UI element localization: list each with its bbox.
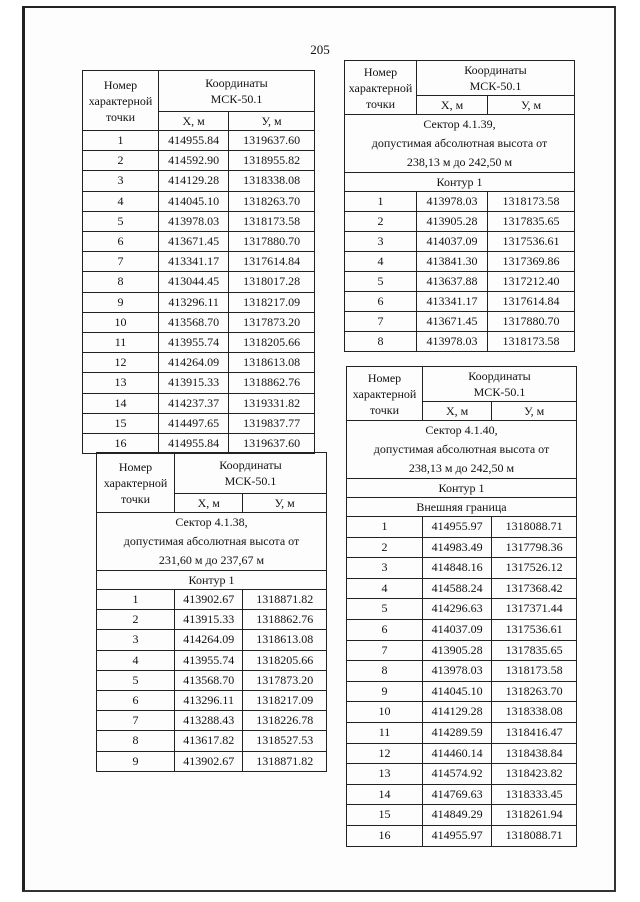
y-header: У, м bbox=[243, 494, 327, 513]
point-number: 2 bbox=[347, 537, 423, 558]
x-coordinate: 414045.10 bbox=[159, 191, 229, 211]
x-coordinate: 413841.30 bbox=[417, 252, 488, 272]
point-header-line: Номер bbox=[118, 459, 153, 474]
table-row bbox=[345, 332, 575, 352]
x-coordinate: 413296.11 bbox=[175, 691, 243, 711]
y-coordinate: 1318088.71 bbox=[492, 825, 577, 846]
x-coordinate: 413671.45 bbox=[417, 312, 488, 332]
table-row bbox=[83, 151, 315, 171]
x-coordinate: 414955.84 bbox=[159, 131, 229, 151]
sector-line: 238,13 м до 242,50 м bbox=[406, 155, 513, 169]
table-row bbox=[347, 517, 577, 538]
point-number: 11 bbox=[83, 333, 159, 353]
point-header-line: характерной bbox=[88, 93, 153, 108]
sector-line: допустимая абсолютная высота от bbox=[123, 534, 300, 548]
x-coordinate: 414289.59 bbox=[423, 722, 492, 743]
contour-row bbox=[345, 173, 575, 192]
point-number: 15 bbox=[83, 413, 159, 433]
y-coordinate: 1317536.61 bbox=[492, 619, 577, 640]
y-coordinate: 1319637.60 bbox=[229, 434, 315, 454]
x-coordinate: 413568.70 bbox=[159, 312, 229, 332]
coordinates-table-sector-4-1-40 bbox=[346, 366, 577, 847]
table-row bbox=[83, 434, 315, 454]
point-number: 2 bbox=[345, 212, 417, 232]
point-number: 4 bbox=[97, 650, 175, 670]
point-number: 3 bbox=[345, 232, 417, 252]
sector-line: допустимая абсолютная высота от bbox=[371, 136, 548, 150]
table-row bbox=[83, 353, 315, 373]
point-header-line: Номер bbox=[363, 64, 398, 79]
point-number: 3 bbox=[97, 630, 175, 650]
point-number: 7 bbox=[345, 312, 417, 332]
x-coordinate: 414769.63 bbox=[423, 784, 492, 805]
contour-label: Контур 1 bbox=[97, 571, 327, 590]
point-header-line: Номер bbox=[103, 77, 138, 92]
table-row bbox=[345, 272, 575, 292]
y-coordinate: 1317614.84 bbox=[229, 252, 315, 272]
point-header-line: характерной bbox=[352, 386, 417, 401]
header-row bbox=[347, 367, 577, 402]
table-row bbox=[347, 805, 577, 826]
coordinates-header bbox=[423, 367, 577, 402]
point-number: 4 bbox=[83, 191, 159, 211]
sector-line: допустимая абсолютная высота от bbox=[373, 442, 550, 456]
x-coordinate: 414129.28 bbox=[423, 702, 492, 723]
y-coordinate: 1318226.78 bbox=[243, 711, 327, 731]
y-coordinate: 1317371.44 bbox=[492, 599, 577, 620]
point-number: 15 bbox=[347, 805, 423, 826]
y-coordinate: 1317614.84 bbox=[488, 292, 575, 312]
y-coordinate: 1317873.20 bbox=[243, 670, 327, 690]
point-number: 4 bbox=[347, 578, 423, 599]
table-row bbox=[83, 131, 315, 151]
y-coordinate: 1317369.86 bbox=[488, 252, 575, 272]
x-coordinate: 413905.28 bbox=[417, 212, 488, 232]
coordinates-table-sector-4-1-39 bbox=[344, 60, 575, 352]
y-header: У, м bbox=[229, 112, 315, 131]
coordinate-system: МСК-50.1 bbox=[473, 385, 526, 399]
point-number: 14 bbox=[83, 393, 159, 413]
table-row bbox=[347, 599, 577, 620]
point-number: 3 bbox=[83, 171, 159, 191]
table-row bbox=[347, 661, 577, 682]
table-row bbox=[97, 691, 327, 711]
table-row bbox=[83, 211, 315, 231]
x-coordinate: 414460.14 bbox=[423, 743, 492, 764]
contour-label: Контур 1 bbox=[345, 173, 575, 192]
x-coordinate: 413637.88 bbox=[417, 272, 488, 292]
y-coordinate: 1318438.84 bbox=[492, 743, 577, 764]
point-number: 13 bbox=[347, 764, 423, 785]
y-coordinate: 1318263.70 bbox=[492, 681, 577, 702]
y-coordinate: 1318333.45 bbox=[492, 784, 577, 805]
coordinates-header bbox=[175, 453, 327, 494]
x-coordinate: 413671.45 bbox=[159, 232, 229, 252]
table-row bbox=[347, 825, 577, 846]
y-coordinate: 1318217.09 bbox=[243, 691, 327, 711]
y-coordinate: 1318173.58 bbox=[488, 332, 575, 352]
table-row bbox=[83, 292, 315, 312]
table-row bbox=[347, 578, 577, 599]
page-number: 205 bbox=[310, 42, 330, 57]
point-number: 12 bbox=[83, 353, 159, 373]
y-coordinate: 1317368.42 bbox=[492, 578, 577, 599]
x-coordinate: 413902.67 bbox=[175, 590, 243, 610]
table-row bbox=[347, 619, 577, 640]
table-row bbox=[347, 640, 577, 661]
point-number-header bbox=[347, 367, 423, 421]
table-row bbox=[97, 610, 327, 630]
x-coordinate: 413341.17 bbox=[159, 252, 229, 272]
sector-description bbox=[97, 513, 327, 571]
point-number: 7 bbox=[97, 711, 175, 731]
table-row bbox=[345, 212, 575, 232]
x-coordinate: 413341.17 bbox=[417, 292, 488, 312]
contour-label: Контур 1 bbox=[347, 479, 577, 498]
sector-line: 238,13 м до 242,50 м bbox=[408, 461, 515, 475]
y-coordinate: 1318261.94 bbox=[492, 805, 577, 826]
sector-line: Сектор 4.1.38, bbox=[175, 515, 248, 529]
y-coordinate: 1319837.77 bbox=[229, 413, 315, 433]
y-coordinate: 1318527.53 bbox=[243, 731, 327, 751]
point-number: 2 bbox=[83, 151, 159, 171]
coordinates-table-main bbox=[82, 70, 315, 454]
point-header-line: точки bbox=[365, 96, 396, 111]
x-coordinate: 413978.03 bbox=[417, 192, 488, 212]
table-row bbox=[345, 232, 575, 252]
x-coordinate: 413955.74 bbox=[175, 650, 243, 670]
x-coordinate: 413902.67 bbox=[175, 751, 243, 771]
sector-row bbox=[347, 421, 577, 479]
point-number: 10 bbox=[347, 702, 423, 723]
y-coordinate: 1317536.61 bbox=[488, 232, 575, 252]
y-coordinate: 1319637.60 bbox=[229, 131, 315, 151]
y-coordinate: 1318862.76 bbox=[229, 373, 315, 393]
point-header-line: характерной bbox=[348, 80, 413, 95]
x-coordinate: 414037.09 bbox=[417, 232, 488, 252]
y-coordinate: 1318613.08 bbox=[229, 353, 315, 373]
table-row bbox=[83, 312, 315, 332]
table-row bbox=[83, 272, 315, 292]
coordinates-label: Координаты bbox=[468, 369, 531, 383]
point-header-line: Номер bbox=[367, 370, 402, 385]
x-coordinate: 413296.11 bbox=[159, 292, 229, 312]
coordinates-label: Координаты bbox=[205, 76, 268, 90]
y-coordinate: 1318423.82 bbox=[492, 764, 577, 785]
contour-row bbox=[347, 479, 577, 498]
x-coordinate: 413044.45 bbox=[159, 272, 229, 292]
x-coordinate: 413288.43 bbox=[175, 711, 243, 731]
point-number: 6 bbox=[345, 292, 417, 312]
point-number: 8 bbox=[345, 332, 417, 352]
x-coordinate: 413905.28 bbox=[423, 640, 492, 661]
sector-line: 231,60 м до 237,67 м bbox=[158, 553, 265, 567]
y-coordinate: 1318088.71 bbox=[492, 517, 577, 538]
coordinates-label: Координаты bbox=[464, 63, 527, 77]
x-coordinate: 414296.63 bbox=[423, 599, 492, 620]
coordinates-label: Координаты bbox=[219, 458, 282, 472]
x-coordinate: 413617.82 bbox=[175, 731, 243, 751]
point-number: 7 bbox=[83, 252, 159, 272]
y-coordinate: 1317212.40 bbox=[488, 272, 575, 292]
coordinate-system: МСК-50.1 bbox=[210, 92, 263, 106]
x-coordinate: 414037.09 bbox=[423, 619, 492, 640]
point-number: 8 bbox=[347, 661, 423, 682]
x-coordinate: 414849.29 bbox=[423, 805, 492, 826]
point-number: 8 bbox=[97, 731, 175, 751]
y-coordinate: 1318338.08 bbox=[492, 702, 577, 723]
point-number: 8 bbox=[83, 272, 159, 292]
point-number: 5 bbox=[97, 670, 175, 690]
x-coordinate: 414955.97 bbox=[423, 825, 492, 846]
point-number: 2 bbox=[97, 610, 175, 630]
y-coordinate: 1318205.66 bbox=[229, 333, 315, 353]
table-row bbox=[347, 558, 577, 579]
table-row bbox=[83, 171, 315, 191]
point-number-header bbox=[345, 61, 417, 115]
table-row bbox=[345, 312, 575, 332]
point-number: 14 bbox=[347, 784, 423, 805]
sector-row bbox=[97, 513, 327, 571]
sector-description bbox=[345, 115, 575, 173]
coordinates-header bbox=[159, 71, 315, 112]
table-row bbox=[347, 537, 577, 558]
point-number: 12 bbox=[347, 743, 423, 764]
point-number: 9 bbox=[97, 751, 175, 771]
table-row bbox=[97, 711, 327, 731]
y-coordinate: 1318338.08 bbox=[229, 171, 315, 191]
table-row bbox=[83, 373, 315, 393]
x-coordinate: 414264.09 bbox=[159, 353, 229, 373]
y-header: У, м bbox=[488, 96, 575, 115]
y-coordinate: 1317835.65 bbox=[492, 640, 577, 661]
y-coordinate: 1318017.28 bbox=[229, 272, 315, 292]
x-coordinate: 414129.28 bbox=[159, 171, 229, 191]
x-coordinate: 413955.74 bbox=[159, 333, 229, 353]
y-coordinate: 1318862.76 bbox=[243, 610, 327, 630]
y-coordinate: 1318173.58 bbox=[488, 192, 575, 212]
table-row bbox=[97, 670, 327, 690]
header-row bbox=[97, 453, 327, 494]
x-header: X, м bbox=[423, 402, 492, 421]
sector-description bbox=[347, 421, 577, 479]
y-coordinate: 1318871.82 bbox=[243, 590, 327, 610]
point-number: 5 bbox=[83, 211, 159, 231]
boundary-label: Внешняя граница bbox=[347, 498, 577, 517]
header-row bbox=[345, 61, 575, 96]
table-row bbox=[345, 292, 575, 312]
coordinate-system: МСК-50.1 bbox=[469, 79, 522, 93]
sector-line: Сектор 4.1.40, bbox=[425, 423, 498, 437]
y-coordinate: 1318217.09 bbox=[229, 292, 315, 312]
sector-line: Сектор 4.1.39, bbox=[423, 117, 496, 131]
y-coordinate: 1317835.65 bbox=[488, 212, 575, 232]
point-number: 1 bbox=[83, 131, 159, 151]
y-header: У, м bbox=[492, 402, 577, 421]
point-number: 13 bbox=[83, 373, 159, 393]
table-row bbox=[97, 630, 327, 650]
table-row bbox=[97, 590, 327, 610]
coordinates-table-sector-4-1-38 bbox=[96, 452, 327, 772]
point-number-header bbox=[97, 453, 175, 513]
y-coordinate: 1318263.70 bbox=[229, 191, 315, 211]
point-number: 5 bbox=[345, 272, 417, 292]
x-coordinate: 414592.90 bbox=[159, 151, 229, 171]
x-coordinate: 414497.65 bbox=[159, 413, 229, 433]
contour-row bbox=[97, 571, 327, 590]
table-row bbox=[83, 393, 315, 413]
point-number: 5 bbox=[347, 599, 423, 620]
x-coordinate: 413568.70 bbox=[175, 670, 243, 690]
point-number: 4 bbox=[345, 252, 417, 272]
y-coordinate: 1318205.66 bbox=[243, 650, 327, 670]
x-header: X, м bbox=[159, 112, 229, 131]
y-coordinate: 1317526.12 bbox=[492, 558, 577, 579]
point-number: 6 bbox=[347, 619, 423, 640]
point-header-line: характерной bbox=[103, 475, 168, 490]
point-number: 6 bbox=[97, 691, 175, 711]
table-row bbox=[347, 764, 577, 785]
point-header-line: точки bbox=[369, 402, 400, 417]
point-number: 6 bbox=[83, 232, 159, 252]
x-coordinate: 413978.03 bbox=[423, 661, 492, 682]
point-number: 1 bbox=[347, 517, 423, 538]
y-coordinate: 1318173.58 bbox=[492, 661, 577, 682]
table-row bbox=[347, 784, 577, 805]
point-number: 9 bbox=[347, 681, 423, 702]
x-header: X, м bbox=[175, 494, 243, 513]
header-row bbox=[83, 71, 315, 112]
x-coordinate: 414045.10 bbox=[423, 681, 492, 702]
point-header-line: точки bbox=[105, 109, 136, 124]
table-row bbox=[345, 252, 575, 272]
coordinates-header bbox=[417, 61, 575, 96]
point-number: 3 bbox=[347, 558, 423, 579]
table-row bbox=[347, 702, 577, 723]
point-number: 7 bbox=[347, 640, 423, 661]
y-coordinate: 1317880.70 bbox=[488, 312, 575, 332]
x-coordinate: 414574.92 bbox=[423, 764, 492, 785]
boundary-row bbox=[347, 498, 577, 517]
table-row bbox=[345, 192, 575, 212]
x-coordinate: 414983.49 bbox=[423, 537, 492, 558]
table-row bbox=[83, 333, 315, 353]
x-coordinate: 413978.03 bbox=[159, 211, 229, 231]
table-row bbox=[97, 751, 327, 771]
sector-row bbox=[345, 115, 575, 173]
point-number: 1 bbox=[97, 590, 175, 610]
y-coordinate: 1318955.82 bbox=[229, 151, 315, 171]
y-coordinate: 1317873.20 bbox=[229, 312, 315, 332]
x-coordinate: 414264.09 bbox=[175, 630, 243, 650]
x-coordinate: 414955.84 bbox=[159, 434, 229, 454]
table-row bbox=[83, 252, 315, 272]
y-coordinate: 1317880.70 bbox=[229, 232, 315, 252]
point-number: 11 bbox=[347, 722, 423, 743]
point-number: 16 bbox=[347, 825, 423, 846]
y-coordinate: 1317798.36 bbox=[492, 537, 577, 558]
y-coordinate: 1318871.82 bbox=[243, 751, 327, 771]
point-header-line: точки bbox=[120, 491, 151, 506]
table-row bbox=[83, 232, 315, 252]
x-coordinate: 414848.16 bbox=[423, 558, 492, 579]
table-row bbox=[347, 743, 577, 764]
x-coordinate: 413978.03 bbox=[417, 332, 488, 352]
x-header: X, м bbox=[417, 96, 488, 115]
x-coordinate: 414588.24 bbox=[423, 578, 492, 599]
table-row bbox=[347, 681, 577, 702]
x-coordinate: 413915.33 bbox=[159, 373, 229, 393]
table-row bbox=[83, 191, 315, 211]
point-number: 9 bbox=[83, 292, 159, 312]
table-row bbox=[347, 722, 577, 743]
y-coordinate: 1318613.08 bbox=[243, 630, 327, 650]
y-coordinate: 1318416.47 bbox=[492, 722, 577, 743]
coordinate-system: МСК-50.1 bbox=[224, 474, 277, 488]
point-number: 16 bbox=[83, 434, 159, 454]
table-row bbox=[97, 650, 327, 670]
x-coordinate: 414955.97 bbox=[423, 517, 492, 538]
y-coordinate: 1318173.58 bbox=[229, 211, 315, 231]
table-row bbox=[97, 731, 327, 751]
table-row bbox=[83, 413, 315, 433]
point-number: 1 bbox=[345, 192, 417, 212]
point-number-header bbox=[83, 71, 159, 131]
x-coordinate: 414237.37 bbox=[159, 393, 229, 413]
point-number: 10 bbox=[83, 312, 159, 332]
x-coordinate: 413915.33 bbox=[175, 610, 243, 630]
y-coordinate: 1319331.82 bbox=[229, 393, 315, 413]
